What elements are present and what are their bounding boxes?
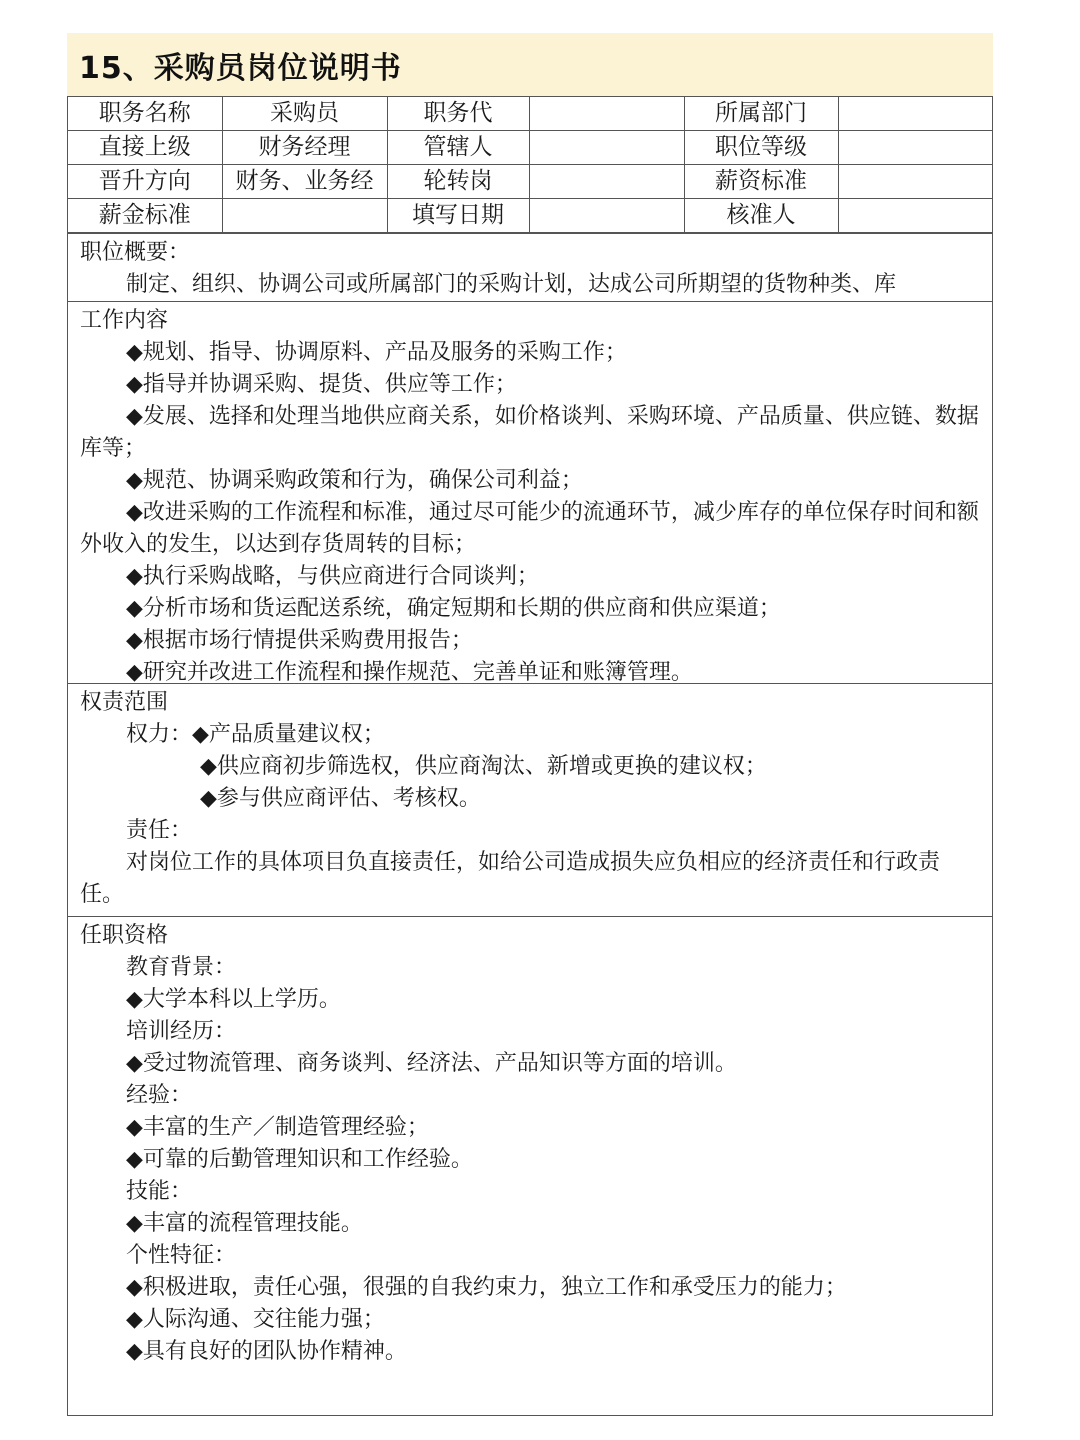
table-cell: [838, 199, 992, 233]
scope-heading: 权责范围: [80, 690, 169, 715]
table-cell: [838, 165, 992, 199]
list-item: ◆指导并协调采购、提货、供应等工作；: [126, 372, 517, 397]
education-label: 教育背景：: [126, 955, 237, 980]
training-label: 培训经历：: [126, 1019, 237, 1044]
table-cell: 财务、业务经: [222, 165, 387, 199]
list-item: ◆丰富的流程管理技能。: [126, 1211, 363, 1236]
list-item: ◆改进采购的工作流程和标准，通过尽可能少的流通环节，减少库存的单位保存时间和额外收入的发生，以达到存货周转的目标；: [80, 500, 979, 557]
table-cell: 职位等级: [684, 131, 838, 165]
duty-text: 对岗位工作的具体项目负直接责任，如给公司造成损失应负相应的经济责任和行政责任。: [80, 850, 941, 907]
table-cell: [529, 165, 684, 199]
list-item: ◆参与供应商评估、考核权。: [200, 786, 481, 811]
list-item: ◆人际沟通、交往能力强；: [126, 1307, 385, 1332]
table-row: [68, 199, 992, 233]
list-item: ◆受过物流管理、商务谈判、经济法、产品知识等方面的培训。: [126, 1051, 737, 1076]
list-item: ◆可靠的后勤管理知识和工作经验。: [126, 1147, 473, 1172]
list-item: ◆研究并改进工作流程和操作规范、完善单证和账簿管理。: [126, 660, 693, 683]
table-cell: [529, 131, 684, 165]
table-cell: [529, 199, 684, 233]
work-content-section: [68, 301, 992, 683]
table-cell: 晋升方向: [68, 165, 222, 199]
page-title: 15、采购员岗位说明书: [79, 50, 402, 86]
qualification-heading: 任职资格: [80, 923, 169, 948]
table-cell: 薪资标准: [684, 165, 838, 199]
table-cell: 核准人: [684, 199, 838, 233]
table-cell: 财务经理: [222, 131, 387, 165]
list-item: ◆大学本科以上学历。: [126, 987, 341, 1012]
list-item: ◆规划、指导、协调原料、产品及服务的采购工作；: [126, 340, 627, 365]
list-item: ◆具有良好的团队协作精神。: [126, 1339, 407, 1364]
power-line: [80, 719, 982, 751]
list-item: ◆供应商初步筛选权，供应商淘汰、新增或更换的建议权；: [200, 754, 767, 779]
list-item: ◆分析市场和货运配送系统，确定短期和长期的供应商和供应渠道；: [126, 596, 781, 621]
scope-section: [68, 683, 992, 916]
table-cell: 轮转岗: [387, 165, 529, 199]
table-cell: [838, 97, 992, 131]
skills-label: 技能：: [126, 1179, 193, 1204]
summary-text: 制定、组织、协调公司或所属部门的采购计划，达成公司所期望的货物种类、库: [126, 272, 897, 297]
table-cell: 管辖人: [387, 131, 529, 165]
personality-label: 个性特征：: [126, 1243, 237, 1268]
table-cell: [222, 199, 387, 233]
job-description-form: [67, 96, 993, 1416]
duty-label: 责任：: [126, 818, 193, 843]
work-heading: 工作内容: [80, 308, 169, 333]
qualification-section: [68, 916, 992, 1412]
table-cell: 填写日期: [387, 199, 529, 233]
table-cell: 直接上级: [68, 131, 222, 165]
table-cell: 职务名称: [68, 97, 222, 131]
table-cell: [838, 131, 992, 165]
list-item: ◆产品质量建议权；: [192, 722, 385, 747]
table-row: [68, 97, 992, 131]
list-item: ◆积极进取，责任心强，很强的自我约束力，独立工作和承受压力的能力；: [126, 1275, 847, 1300]
experience-label: 经验：: [126, 1083, 193, 1108]
list-item: ◆执行采购战略，与供应商进行合同谈判；: [126, 564, 539, 589]
list-item: ◆根据市场行情提供采购费用报告；: [126, 628, 473, 653]
table-cell: 采购员: [222, 97, 387, 131]
list-item: ◆规范、协调采购政策和行为，确保公司利益；: [126, 468, 583, 493]
table-cell: 职务代: [387, 97, 529, 131]
table-cell: 薪金标准: [68, 199, 222, 233]
title-bar: [67, 33, 993, 96]
list-item: ◆丰富的生产／制造管理经验；: [126, 1115, 429, 1140]
table-row: [68, 165, 992, 199]
table-cell: 所属部门: [684, 97, 838, 131]
table-cell: [529, 97, 684, 131]
summary-section: [68, 233, 992, 301]
info-table: [68, 97, 992, 233]
summary-heading: 职位概要：: [80, 240, 191, 265]
list-item: ◆发展、选择和处理当地供应商关系，如价格谈判、采购环境、产品质量、供应链、数据库等；: [80, 404, 979, 461]
table-row: [68, 131, 992, 165]
power-label: 权力：: [126, 722, 193, 747]
